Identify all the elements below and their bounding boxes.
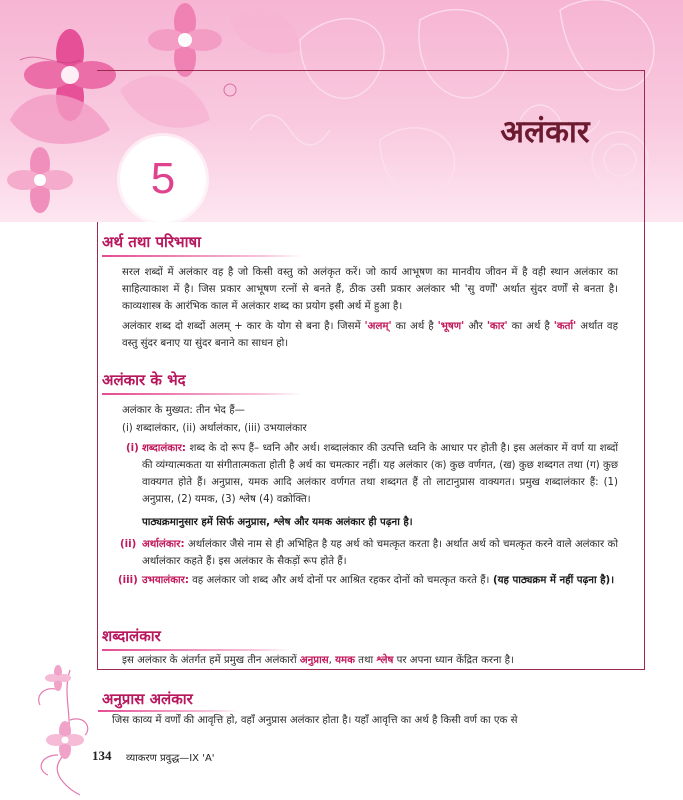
term-ubhayalankar: उभयालंकार: [142,575,189,586]
syllabus-note: पाठ्यक्रमानुसार हमें सिर्फ अनुप्रास, श्लेष और यमक अलंकार ही पढ़ना है। [142,517,413,528]
floral-corner-icon [0,660,100,800]
term-anupras: अनुप्रास [299,655,329,666]
term-shlesh: श्लेष [376,655,394,666]
term-bhushan: 'भूषण' [437,321,465,332]
not-in-syllabus-note: (यह पाठ्यक्रम में नहीं पढ़ना है)। [489,575,615,586]
book-title: व्याकरण प्रवुद्ध—IX 'A' [126,753,215,764]
text-span: और [464,321,487,332]
chapter-number: 5 [150,154,176,203]
text-span: , [328,655,336,666]
section-heading-types: अलंकार के भेद [98,370,190,390]
section-heading-anupras: अनुप्रास अलंकार [102,690,193,708]
item-number-label: (i) [126,443,139,454]
term-shabdalankar: शब्दालंकार: [142,443,186,454]
shabdalankar-intro [122,652,618,669]
item-number-label: (ii) [120,539,137,550]
types-list: (i) शब्दालंकार, (ii) अर्थालंकार, (iii) उभयालंकार [122,423,307,434]
heading-underline [102,393,302,395]
term-kar: 'कार' [486,321,508,332]
text-span: का अर्थ है [391,321,438,332]
types-intro: अलंकार के मुख्यत: तीन भेद हैं— [122,405,245,416]
term-yamak: यमक [335,655,355,666]
text-span: तथा [354,655,377,666]
chapter-title: अलंकार [500,114,590,150]
heading-underline [102,649,292,651]
chapter-number-badge [120,136,206,222]
term-alam: 'अलम्' [364,321,392,332]
text-span: पर अपना ध्यान केंद्रित करना है। [393,655,514,666]
text-span: अलंकार शब्द दो शब्दों अलम् + कार के योग से बना है। जिसमें [122,321,365,332]
paragraph-definition-1: सरल शब्दों में अलंकार वह है जो किसी वस्तु को अलंकृत करें। जो कार्य आभूषण का मानवीय जीवन में है वही स्थान अलंकार का साहित्याकाश में है। जिस प्रकार आभूषण रत्नों से बनते हैं, ठीक उसी प्रकार अलंकार भी 'सु वर्णों' अर्थात सुंदर वर्णों से बनता है। काव्यशास्त्र के आरंभिक काल में अलंकार शब्द का प्रयोग इसी अर्थ में हुआ है। [122,267,618,312]
paragraph-definition-2 [122,318,618,352]
item-arthalankar [142,536,618,570]
item-number [118,572,142,589]
text-span: अर्थालंकार जैसे नाम से ही अभिहित है यह अर्थ को चमत्कृत करता है। अर्थात अर्थ को चमत्कृत करने वाले अलंकार को अर्थालंकार कहते हैं। इस अलंकार के सैकड़ों रूप होते हैं। [142,539,618,567]
item-shabdalankar [142,440,618,508]
heading-underline [102,255,302,257]
term-arthalankar: अर्थालंकार: [142,539,185,550]
anupras-definition: जिस काव्य में वर्णों की आवृत्ति हो, वहाँ अनुप्रास अलंकार होता है। यहाँ आवृत्ति का अर्थ है किसी वर्ण का एक से [112,715,518,726]
item-number [126,440,140,457]
item-number-label: (iii) [118,575,138,586]
item-ubhayalankar [142,572,618,589]
text-span: शब्द के दो रूप हैं– ध्वनि और अर्थ। शब्दालंकार की उत्पत्ति ध्वनि के आधार पर होती है। इस अलंकार में वर्ण या शब्दों की व्यंग्यात्मकता या संगीतात्मकता होती है अर्थ का चमत्कार नहीं। यह अलंकार (क) कुछ वर्णगत, (ख) कुछ शब्दगत तथा (ग) कुछ वाक्यगत होते हैं। अनुप्रास, यमक आदि अलंकार वर्णगत तथा शब्दगत हैं तो लाटानुप्रास वाक्यगत। प्रमुख शब्दालंकार हैं: (1) अनुप्रास, (2) यमक, (3) श्लेष (4) वक्रोक्ति। [142,443,618,505]
section-heading-shabdalankar: शब्दालंकार [98,626,165,646]
item-number [120,536,142,553]
page-number: 134 [92,748,112,763]
text-span: का अर्थ है [507,321,554,332]
text-span: इस अलंकार के अंतर्गत हमें प्रमुख तीन अलंकारों [122,655,300,666]
text-span: अर्थात वह वस्तु सुंदर बनाए या सुंदर बनाने का साधन हो। [122,321,618,349]
text-span: वह अलंकार जो शब्द और अर्थ दोनों पर आश्रित रहकर दोनों को चमत्कृत करते हैं। [188,575,490,586]
term-karta: 'कर्ता' [553,321,577,332]
content-frame [97,222,645,670]
section-heading-definition: अर्थ तथा परिभाषा [98,232,205,252]
